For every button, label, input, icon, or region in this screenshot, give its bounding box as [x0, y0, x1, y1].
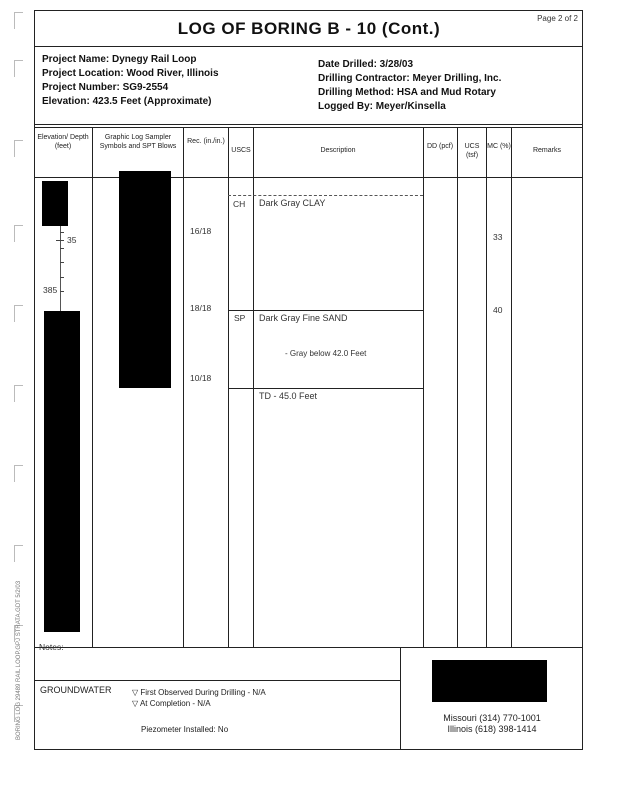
uscs-value: SP: [234, 313, 246, 323]
divider: [34, 46, 583, 47]
col-line: [423, 127, 424, 647]
groundwater-label: GROUNDWATER: [40, 685, 112, 695]
col-header-remarks: Remarks: [532, 147, 561, 154]
piezometer-installed: Piezometer Installed: No: [141, 725, 229, 734]
page-title: LOG OF BORING B - 10 (Cont.): [177, 19, 441, 38]
mc-value: 33: [493, 232, 503, 242]
file-code: BORING LOG 29489 RAIL LOOP.GPJ STRATA.GDT 5/2/03: [16, 580, 22, 740]
stratum-boundary: [228, 195, 423, 196]
col-header-mc: MC (%): [487, 143, 511, 150]
mc-value: 40: [493, 305, 503, 315]
binder-mark: [14, 385, 23, 402]
project-location: Project Location: Wood River, Illinois: [42, 68, 219, 79]
redaction-block: [432, 660, 547, 702]
rec-value: 18/18: [190, 303, 212, 313]
divider: [34, 124, 583, 125]
depth-tick: [60, 291, 64, 292]
depth-tick: [60, 277, 64, 278]
project-info-left: [42, 53, 219, 109]
project-info-right: [318, 58, 501, 114]
drilling-contractor: Drilling Contractor: Meyer Drilling, Inc.: [318, 73, 502, 84]
depth-tick: [60, 248, 64, 249]
binder-mark: [14, 545, 23, 562]
col-header-elevation: Elevation/ Depth (feet): [37, 134, 89, 150]
depth-label-35: 35: [67, 235, 77, 245]
description-text: TD - 45.0 Feet: [259, 391, 318, 401]
redaction-block: [119, 171, 171, 388]
rec-value: 16/18: [190, 226, 212, 236]
divider: [34, 680, 400, 681]
groundwater-first-observed: ▽ First Observed During Drilling - N/A: [132, 688, 266, 697]
binder-mark: [14, 60, 23, 77]
divider: [34, 177, 583, 178]
stratum-boundary: [228, 388, 253, 389]
contact-illinois: Illinois (618) 398-1414: [447, 724, 537, 734]
depth-label-385: 385: [43, 285, 58, 295]
binder-mark: [14, 225, 23, 242]
page-number: Page 2 of 2: [537, 14, 578, 23]
contact-missouri: Missouri (314) 770-1001: [443, 713, 541, 723]
notes-label: Notes:: [39, 642, 64, 652]
depth-tick: [60, 232, 64, 233]
redaction-block: [42, 181, 68, 226]
description-text: Dark Gray Fine SAND: [259, 313, 348, 323]
page-frame: [34, 10, 583, 750]
uscs-value: CH: [233, 199, 246, 209]
col-line: [400, 647, 401, 750]
water-level-icon: ▽: [132, 699, 139, 708]
depth-scale-line: [60, 226, 61, 312]
col-line: [253, 127, 254, 647]
depth-tick-major: [56, 240, 64, 241]
col-header-dd: DD (pcf): [426, 143, 454, 150]
project-elevation: Elevation: 423.5 Feet (Approximate): [42, 96, 212, 107]
divider: [34, 647, 583, 648]
stratum-boundary: [228, 310, 423, 311]
col-line: [183, 127, 184, 647]
col-header-rec: Rec. (in./in.): [187, 138, 225, 145]
col-line: [228, 127, 229, 647]
col-header-ucs: UCS (tsf): [464, 143, 480, 159]
col-line: [511, 127, 512, 647]
binder-mark: [14, 305, 23, 322]
groundwater-at-completion: ▽ At Completion - N/A: [132, 699, 211, 708]
water-level-icon: ▽: [132, 688, 139, 697]
redaction-block: [44, 311, 80, 632]
binder-mark: [14, 465, 23, 482]
description-text: Dark Gray CLAY: [259, 198, 326, 208]
col-header-graphic: Graphic Log Sampler Symbols and SPT Blows: [99, 134, 177, 150]
col-header-description: Description: [320, 147, 356, 154]
binder-mark: [14, 140, 23, 157]
stratum-boundary: [253, 388, 423, 389]
drilling-method: Drilling Method: HSA and Mud Rotary: [318, 87, 496, 98]
col-line: [457, 127, 458, 647]
col-header-uscs: USCS: [231, 147, 251, 154]
date-drilled: Date Drilled: 3/28/03: [318, 59, 414, 70]
divider: [34, 127, 583, 128]
project-name: Project Name: Dynegy Rail Loop: [42, 54, 197, 65]
col-line: [92, 127, 93, 647]
rec-value: 10/18: [190, 373, 212, 383]
logged-by: Logged By: Meyer/Kinsella: [318, 101, 446, 112]
description-text: - Gray below 42.0 Feet: [285, 349, 367, 358]
col-line: [486, 127, 487, 647]
depth-tick: [60, 262, 64, 263]
project-number: Project Number: SG9-2554: [42, 82, 169, 93]
